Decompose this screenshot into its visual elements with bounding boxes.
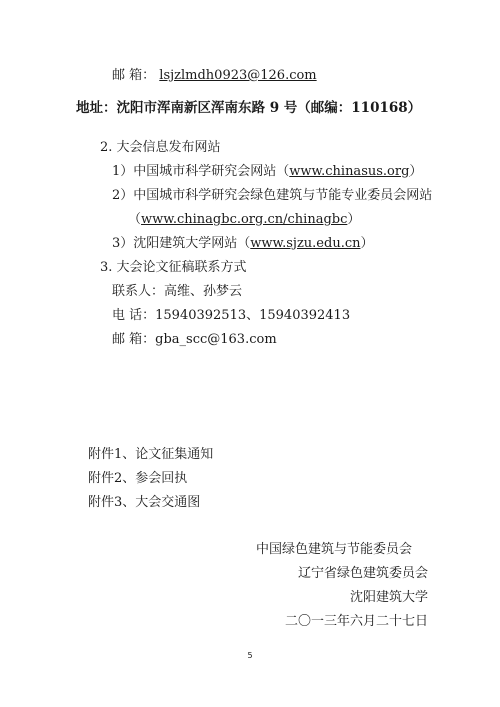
site2-line: 2）中国城市科学研究会绿色建筑与节能专业委员会网站: [112, 188, 433, 203]
top-email-line: [112, 68, 317, 84]
contact-email-value: gba_scc@163.com: [155, 332, 277, 347]
signature-org-1: 中国绿色建筑与节能委员会: [255, 542, 412, 557]
contact-line: 联系人：高维、孙梦云: [112, 284, 243, 299]
phone-line: 电 话：15940392513、15940392413: [112, 308, 351, 323]
signature-date: 二〇一三年六月二十七日: [284, 614, 428, 629]
attachment-1: 附件1、论文征集通知: [88, 447, 214, 462]
site2-link[interactable]: www.chinagbc.org.cn/chinagbc: [141, 212, 348, 227]
signature-org-2: 辽宁省绿色建筑委员会: [297, 566, 428, 581]
site3-link[interactable]: www.sjzu.edu.cn: [250, 236, 361, 251]
site3-line: 3）沈阳建筑大学网站（www.sjzu.edu.cn）: [112, 236, 374, 251]
phone-value: 15940392513、15940392413: [155, 308, 351, 323]
site2-url-line: （www.chinagbc.org.cn/chinagbc）: [128, 212, 361, 227]
site1-line: 1）中国城市科学研究会网站（www.chinasus.org）: [112, 164, 423, 179]
address-line: 地址：沈阳市浑南新区浑南东路 9 号（邮编：110168）: [76, 100, 422, 116]
contact-email-line: 邮 箱：gba_scc@163.com: [112, 332, 277, 347]
site1-link[interactable]: www.chinasus.org: [289, 164, 410, 179]
email-label: 邮 箱：: [112, 68, 156, 83]
section3-title: 3. 大会论文征稿联系方式: [100, 260, 247, 275]
attachment-2: 附件2、参会回执: [88, 471, 188, 486]
section2-title: 2. 大会信息发布网站: [100, 140, 221, 155]
page-number: 5: [247, 651, 253, 660]
top-email-link[interactable]: lsjzlmdh0923@126.com: [159, 68, 317, 83]
signature-org-3: 沈阳建筑大学: [349, 590, 428, 605]
attachment-3: 附件3、大会交通图: [88, 495, 201, 510]
